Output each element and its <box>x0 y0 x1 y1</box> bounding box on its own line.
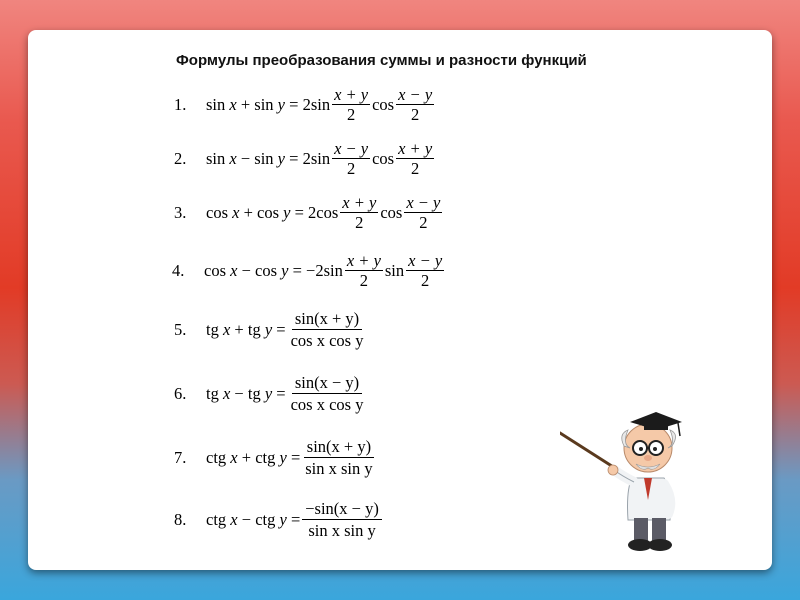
fraction: $\frac{\sin(x + y)}{\text{cos x cos y}}$ <box>290 309 364 351</box>
formula-2 <box>174 140 436 178</box>
formula-number: 4. <box>172 260 185 280</box>
formula-4 <box>172 252 446 290</box>
formula-number: 8. <box>174 509 187 529</box>
fraction: $\frac{x + y}{2}$ <box>342 193 377 233</box>
professor-with-pointer-icon <box>560 390 700 560</box>
fraction: $\frac{x - y}{2}$ <box>408 251 443 291</box>
fraction: $\frac{x - y}{2}$ <box>398 85 433 125</box>
formula-expression: sin x − sin y = 2 sin $\frac{x - y}{2}$ cos $\frac{x + y}{2}$ <box>206 139 433 179</box>
formula-8 <box>174 500 384 540</box>
formula-6 <box>174 374 368 414</box>
formula-number: 3. <box>174 202 187 222</box>
fraction: $\frac{x + y}{2}$ <box>398 139 433 179</box>
formula-expression: cos x − cos y = −2 sin $\frac{x + y}{2}$ sin $\frac{x - y}{2}$ <box>204 251 443 291</box>
formula-number: 6. <box>174 383 187 403</box>
formula-expression: tg x + tg y = $\frac{\sin(x + y)}{\text{cos x cos y}}$ <box>206 310 368 350</box>
formula-number: 5. <box>174 319 187 339</box>
fraction: $\frac{\sin(x + y)}{\text{sin x sin y}}$ <box>305 437 373 479</box>
formula-5 <box>174 310 368 350</box>
fraction: $\frac{x - y}{2}$ <box>406 193 441 233</box>
slide-title: Формулы преобразования суммы и разности функций <box>176 52 587 69</box>
formula-expression: cos x + cos y = 2 cos $\frac{x + y}{2}$ cos $\frac{x - y}{2}$ <box>206 193 441 233</box>
formula-expression: ctg x + ctg y = $\frac{\sin(x + y)}{\text{sin x sin y}}$ <box>206 438 378 478</box>
formula-3 <box>174 194 444 232</box>
formula-7 <box>174 438 378 478</box>
formula-number: 1. <box>174 94 187 114</box>
formula-number: 7. <box>174 447 187 467</box>
fraction: $\frac{x + y}{2}$ <box>346 251 381 291</box>
fraction: $\frac{x - y}{2}$ <box>334 139 369 179</box>
formula-expression: ctg x − ctg y = $\frac{-\sin(x - y)}{\text{sin x sin y}}$ <box>206 500 384 540</box>
fraction: $\frac{\sin(x - y)}{\text{cos x cos y}}$ <box>290 373 364 415</box>
formula-number: 2. <box>174 148 187 168</box>
formula-expression: sin x + sin y = 2 sin $\frac{x + y}{2}$ cos $\frac{x - y}{2}$ <box>206 85 433 125</box>
formula-1 <box>174 86 436 124</box>
fraction: $\frac{x + y}{2}$ <box>334 85 369 125</box>
fraction: $\frac{-\sin(x - y)}{\text{sin x sin y}}$ <box>302 500 382 540</box>
formula-expression: tg x − tg y = $\frac{\sin(x - y)}{\text{cos x cos y}}$ <box>206 374 368 414</box>
